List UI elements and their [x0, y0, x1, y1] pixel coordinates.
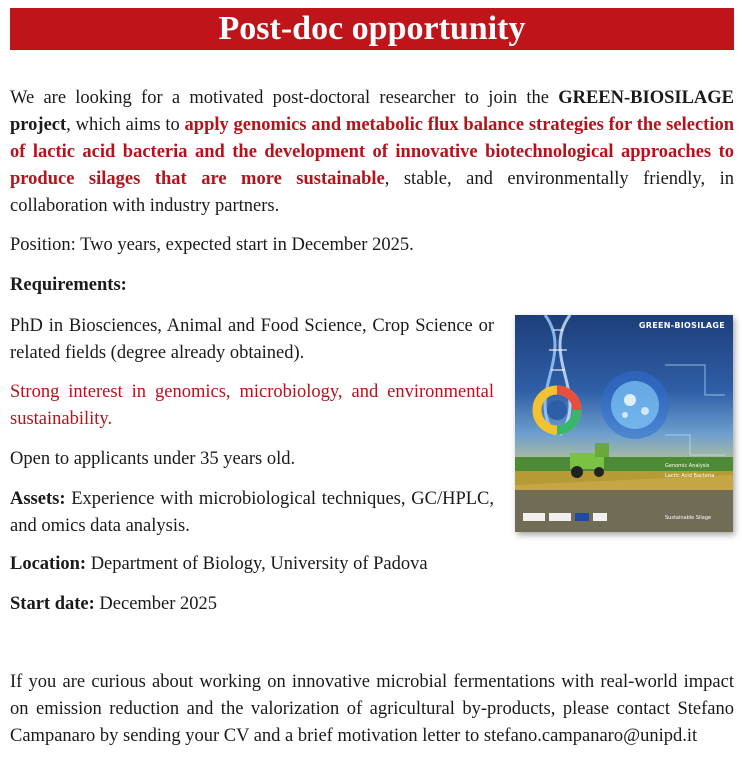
intro-paragraph	[10, 85, 734, 220]
requirement-interest: Strong interest in genomics, microbiology, and environmental sustainability.	[10, 382, 494, 429]
intro-text-1: We are looking for a motivated post-doctoral researcher to join the	[10, 88, 559, 108]
poster-illustration	[515, 315, 733, 532]
intro-highlight: apply genomics and metabolic flux balance strategies for the selection of lactic acid bacteria and the development of innovative biotechnological approaches to produce silages that are more sustainable	[10, 115, 734, 189]
poster-label-silage: Sustainable Silage	[665, 515, 712, 521]
page-title: Post-doc opportunity	[10, 8, 734, 50]
intro-text-3: , stable, and environmentally friendly, in collaboration with industry partners.	[10, 169, 734, 216]
poster-label-bacteria: Lactic Acid Bacteria	[665, 473, 715, 479]
contact-paragraph	[10, 669, 734, 750]
assets-paragraph	[10, 486, 494, 540]
requirements-heading: Requirements:	[10, 275, 127, 295]
assets-text: Experience with microbiological techniques, GC/HPLC, and omics data analysis.	[10, 489, 494, 536]
contact-email: stefano.campanaro@unipd.it	[483, 726, 698, 746]
start-date-paragraph	[10, 591, 734, 618]
contact-text: If you are curious about working on innovative microbial fermentations with real-world impact on emission reduction and the valorization of agricultural by-products, please contact Stefano Campanaro by sending your CV and a brief motivation letter to	[10, 672, 734, 746]
location-text: Department of Biology, University of Padova	[86, 554, 428, 574]
requirement-phd: PhD in Biosciences, Animal and Food Science, Crop Science or related fields (degree already obtained).	[10, 316, 494, 363]
position-text: Position: Two years, expected start in December 2025.	[10, 235, 414, 255]
location-label: Location:	[10, 554, 87, 574]
poster-label-genomic: Genomic Analysis	[665, 463, 710, 469]
location-paragraph	[10, 551, 734, 578]
project-name: GREEN-BIOSILAGE project	[10, 88, 734, 135]
requirement-age: Open to applicants under 35 years old.	[10, 449, 296, 469]
start-date-text: December 2025	[94, 594, 218, 614]
project-poster-image	[515, 315, 733, 532]
intro-text-2: , which aims to	[66, 115, 185, 135]
assets-label: Assets:	[10, 489, 66, 509]
poster-title: GREEN-BIOSILAGE	[638, 321, 725, 330]
start-date-label: Start date:	[10, 594, 95, 614]
